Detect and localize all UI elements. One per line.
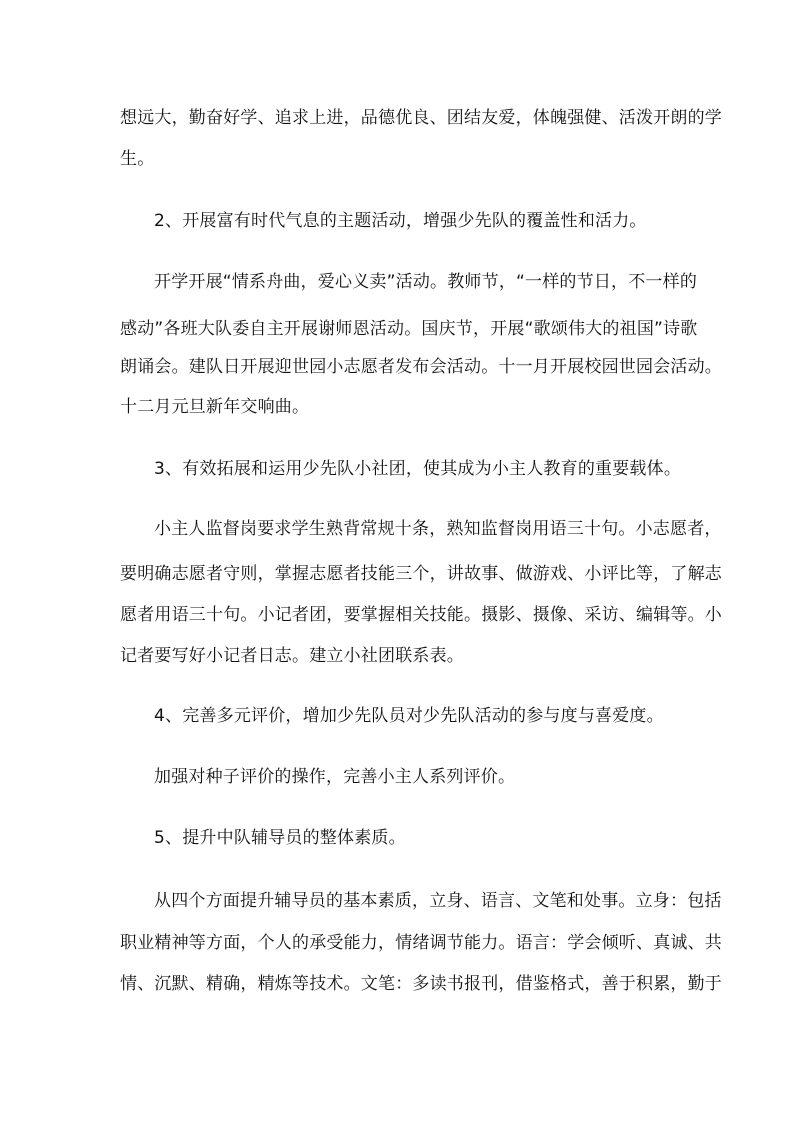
paragraph-line: 想远大，勤奋好学、追求上进，品德优良、团结友爱，体魄强健、活泼开朗的学 (120, 108, 722, 128)
paragraph-line: 记者要写好小记者日志。建立小社团联系表。 (120, 646, 464, 666)
paragraph-line: 开学开展“情系舟曲，爱心义卖”活动。教师节，“一样的节日，不一样的 (154, 272, 698, 292)
section-heading: 3、有效拓展和运用少先队小社团，使其成为小主人教育的重要载体。 (154, 459, 682, 479)
paragraph-line: 愿者用语三十句。小记者团，要掌握相关技能。摄影、摄像、采访、编辑等。小 (120, 605, 722, 625)
section-heading: 2、开展富有时代气息的主题活动，增强少先队的覆盖性和活力。 (154, 211, 647, 231)
paragraph-line: 情、沉默、精确，精炼等技术。文笔：多读书报刊，借鉴格式，善于积累，勤于 (120, 974, 722, 994)
section-heading: 4、完善多元评价，增加少先队员对少先队活动的参与度与喜爱度。 (154, 706, 664, 726)
section-heading: 5、提升中队辅导员的整体素质。 (154, 828, 406, 848)
paragraph-line: 生。 (120, 149, 155, 169)
paragraph-line: 从四个方面提升辅导员的基本素质，立身、语言、文笔和处事。立身：包括 (154, 891, 722, 911)
paragraph-line: 感动”各班大队委自主开展谢师恩活动。国庆节，开展“歌颂伟大的祖国”诗歌 (120, 319, 698, 339)
paragraph-line: 加强对种子评价的操作，完善小主人系列评价。 (154, 767, 516, 787)
paragraph-line: 小主人监督岗要求学生熟背常规十条，熟知监督岗用语三十句。小志愿者， (154, 519, 722, 539)
paragraph-line: 朗诵会。建队日开展迎世园小志愿者发布会活动。十一月开展校园世园会活动。 (120, 357, 722, 377)
paragraph-line: 职业精神等方面，个人的承受能力，情绪调节能力。语言：学会倾听、真诚、共 (120, 933, 722, 953)
paragraph-line: 十二月元旦新年交响曲。 (120, 397, 310, 417)
paragraph-line: 要明确志愿者守则，掌握志愿者技能三个，讲故事、做游戏、小评比等，了解志 (120, 564, 722, 584)
